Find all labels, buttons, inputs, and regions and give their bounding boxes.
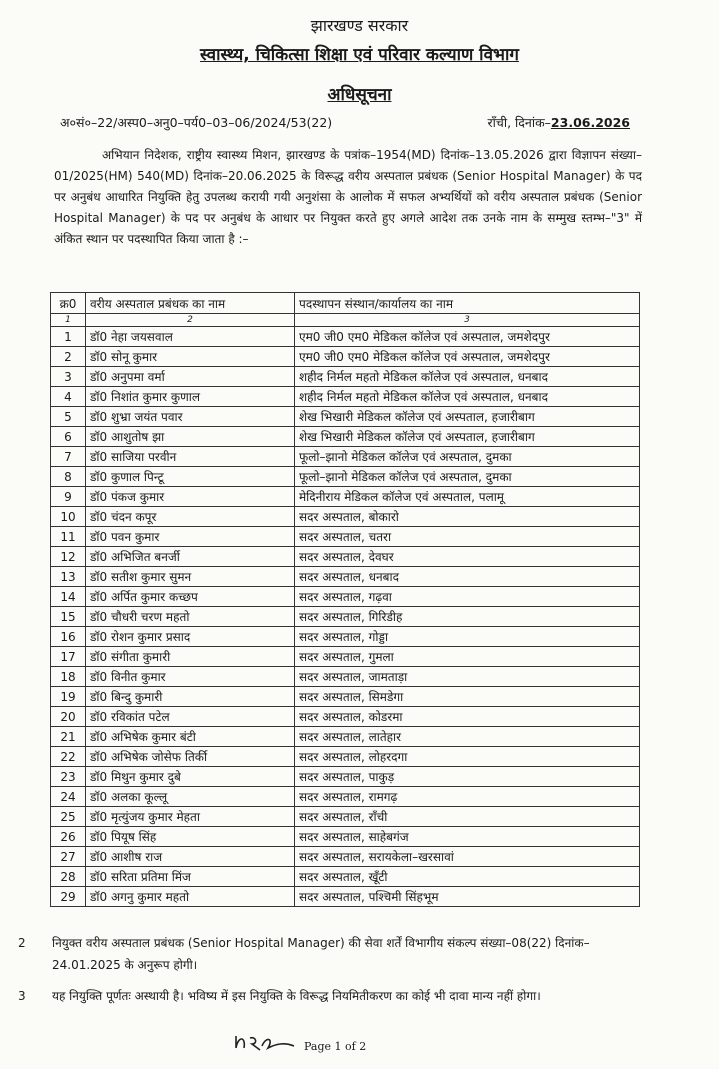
serial-cell: 9 — [51, 487, 86, 507]
serial-cell: 18 — [51, 667, 86, 687]
table-row — [51, 747, 640, 767]
serial-cell: 8 — [51, 467, 86, 487]
serial-cell: 16 — [51, 627, 86, 647]
clause-number: 3 — [18, 989, 26, 1003]
posting-place-cell: एम0 जी0 एम0 मेडिकल कॉलेज एवं अस्पताल, जमशेदपुर — [295, 327, 640, 347]
table-row — [51, 487, 640, 507]
posting-place-cell: एम0 जी0 एम0 मेडिकल कॉलेज एवं अस्पताल, जमशेदपुर — [295, 347, 640, 367]
posting-place-cell: सदर अस्पताल, गिरिडीह — [295, 607, 640, 627]
serial-cell: 6 — [51, 427, 86, 447]
serial-cell: 5 — [51, 407, 86, 427]
clause-text: यह नियुक्ति पूर्णतः अस्थायी है। भविष्य में इस नियुक्ति के विरूद्ध नियमितीकरण का कोई भी दावा मान्य नहीं होगा। — [52, 989, 541, 1003]
manager-name-cell: डॉ0 चंदन कपूर — [86, 507, 295, 527]
serial-cell: 22 — [51, 747, 86, 767]
manager-name-cell: डॉ0 बिन्दु कुमारी — [86, 687, 295, 707]
posting-place-cell: सदर अस्पताल, पश्चिमी सिंहभूम — [295, 887, 640, 907]
manager-name-cell: डॉ0 सतीश कुमार सुमन — [86, 567, 295, 587]
serial-cell: 26 — [51, 827, 86, 847]
appointment-table — [50, 292, 640, 907]
table-row — [51, 327, 640, 347]
serial-cell: 13 — [51, 567, 86, 587]
posting-place-cell: सदर अस्पताल, बोकारो — [295, 507, 640, 527]
serial-cell: 23 — [51, 767, 86, 787]
table-row — [51, 347, 640, 367]
serial-cell: 27 — [51, 847, 86, 867]
posting-place-cell: सदर अस्पताल, चतरा — [295, 527, 640, 547]
table-row — [51, 507, 640, 527]
posting-place-cell: शहीद निर्मल महतो मेडिकल कॉलेज एवं अस्पताल, धनबाद — [295, 387, 640, 407]
manager-name-cell: डॉ0 अनुपमा वर्मा — [86, 367, 295, 387]
posting-place-cell: फूलो–झानो मेडिकल कॉलेज एवं अस्पताल, दुमका — [295, 467, 640, 487]
table-row — [51, 787, 640, 807]
serial-cell: 10 — [51, 507, 86, 527]
table-row — [51, 847, 640, 867]
manager-name-cell: डॉ0 नेहा जयसवाल — [86, 327, 295, 347]
manager-name-cell: डॉ0 साजिया परवीन — [86, 447, 295, 467]
posting-place-cell: सदर अस्पताल, लातेहार — [295, 727, 640, 747]
column-index-row — [51, 314, 640, 327]
posting-place-cell: शेख भिखारी मेडिकल कॉलेज एवं अस्पताल, हजारीबाग — [295, 427, 640, 447]
posting-place-cell: सदर अस्पताल, सरायकेला–खरसावां — [295, 847, 640, 867]
posting-place-cell: सदर अस्पताल, गोड्डा — [295, 627, 640, 647]
manager-name-cell: डॉ0 अभिजित बनर्जी — [86, 547, 295, 567]
header-serial: क्र0 — [51, 293, 86, 314]
manager-name-cell: डॉ0 पंकज कुमार — [86, 487, 295, 507]
clause-text: नियुक्त वरीय अस्पताल प्रबंधक (Senior Hospital Manager) की सेवा शर्तें विभागीय संकल्प संख्या–08(22) दिनांक–24.01.2025 के अनुरूप होगी। — [52, 936, 590, 972]
serial-cell: 12 — [51, 547, 86, 567]
signature-icon — [232, 1030, 302, 1056]
manager-name-cell: डॉ0 रविकांत पटेल — [86, 707, 295, 727]
serial-cell: 7 — [51, 447, 86, 467]
intro-paragraph: अभियान निदेशक, राष्ट्रीय स्वास्थ्य मिशन, झारखण्ड के पत्रांक–1954(MD) दिनांक–13.05.2026 द्वारा विज्ञापन संख्या–01/2025(HM) 540(MD) दिनांक–20.06.2025 के विरूद्ध वरीय अस्पताल प्रबंधक (Senior Hospital Manager) के पद पर अनुबंध आधारित नियुक्ति हेतु उपलब्ध करायी गयी अनुशंसा के आलोक में सफल अभ्यर्थियों को वरीय अस्पताल प्रबंधक (Senior Hospital Manager) के पद पर अनुबंध के आधार पर नियुक्त करते हुए अगले आदेश तक उनके नाम के सम्मुख स्तम्भ–"3" में अंकित स्थान पर पदस्थापित किया जाता है :– — [54, 148, 642, 246]
serial-cell: 29 — [51, 887, 86, 907]
manager-name-cell: डॉ0 अभिषेक जोसेफ तिर्की — [86, 747, 295, 767]
manager-name-cell: डॉ0 अलका कूल्लू — [86, 787, 295, 807]
column-index: 3 — [295, 314, 640, 327]
serial-cell: 15 — [51, 607, 86, 627]
serial-cell: 20 — [51, 707, 86, 727]
table-header-row — [51, 293, 640, 314]
notification-title: अधिसूचना — [327, 85, 392, 105]
serial-cell: 19 — [51, 687, 86, 707]
serial-cell: 14 — [51, 587, 86, 607]
manager-name-cell: डॉ0 मिथुन कुमार दुबे — [86, 767, 295, 787]
posting-place-cell: मेदिनीराय मेडिकल कॉलेज एवं अस्पताल, पलामू — [295, 487, 640, 507]
manager-name-cell: डॉ0 रोशन कुमार प्रसाद — [86, 627, 295, 647]
table-row — [51, 667, 640, 687]
serial-cell: 4 — [51, 387, 86, 407]
posting-place-cell: सदर अस्पताल, गुमला — [295, 647, 640, 667]
serial-cell: 11 — [51, 527, 86, 547]
manager-name-cell: डॉ0 सरिता प्रतिमा मिंज — [86, 867, 295, 887]
clause-2 — [18, 932, 652, 976]
serial-cell: 2 — [51, 347, 86, 367]
manager-name-cell: डॉ0 आशुतोष झा — [86, 427, 295, 447]
serial-cell: 1 — [51, 327, 86, 347]
table-row — [51, 767, 640, 787]
manager-name-cell: डॉ0 पवन कुमार — [86, 527, 295, 547]
table-row — [51, 807, 640, 827]
posting-place-cell: शेख भिखारी मेडिकल कॉलेज एवं अस्पताल, हजारीबाग — [295, 407, 640, 427]
table-row — [51, 527, 640, 547]
posting-place-cell: सदर अस्पताल, सिमडेगा — [295, 687, 640, 707]
posting-place-cell: सदर अस्पताल, साहेबगंज — [295, 827, 640, 847]
page-number: Page 1 of 2 — [304, 1040, 367, 1053]
manager-name-cell: डॉ0 अगनु कुमार महतो — [86, 887, 295, 907]
table-row — [51, 707, 640, 727]
serial-cell: 21 — [51, 727, 86, 747]
place-date — [488, 114, 630, 131]
clause-number: 2 — [18, 936, 26, 950]
serial-cell: 17 — [51, 647, 86, 667]
manager-name-cell: डॉ0 मृत्युंजय कुमार मेहता — [86, 807, 295, 827]
manager-name-cell: डॉ0 आशीष राज — [86, 847, 295, 867]
table-row — [51, 387, 640, 407]
manager-name-cell: डॉ0 अभिषेक कुमार बंटी — [86, 727, 295, 747]
table-row — [51, 827, 640, 847]
table-row — [51, 367, 640, 387]
table-row — [51, 467, 640, 487]
header-manager-name: वरीय अस्पताल प्रबंधक का नाम — [86, 293, 295, 314]
posting-place-cell: सदर अस्पताल, खूँटी — [295, 867, 640, 887]
posting-place-cell: सदर अस्पताल, गढ़वा — [295, 587, 640, 607]
manager-name-cell: डॉ0 संगीता कुमारी — [86, 647, 295, 667]
manager-name-cell: डॉ0 पियूष सिंह — [86, 827, 295, 847]
department-title: स्वास्थ्य, चिकित्सा शिक्षा एवं परिवार कल्याण विभाग — [200, 45, 519, 65]
posting-place-cell: सदर अस्पताल, धनबाद — [295, 567, 640, 587]
table-row — [51, 627, 640, 647]
place-date-prefix: राँची, दिनांक– — [487, 115, 551, 130]
posting-place-cell: शहीद निर्मल महतो मेडिकल कॉलेज एवं अस्पताल, धनबाद — [295, 367, 640, 387]
manager-name-cell: डॉ0 सोनू कुमार — [86, 347, 295, 367]
manager-name-cell: डॉ0 अर्पित कुमार कच्छप — [86, 587, 295, 607]
table-row — [51, 567, 640, 587]
manager-name-cell: डॉ0 निशांत कुमार कुणाल — [86, 387, 295, 407]
table-body — [51, 314, 640, 907]
posting-place-cell: सदर अस्पताल, देवघर — [295, 547, 640, 567]
table-row — [51, 607, 640, 627]
table-row — [51, 647, 640, 667]
table-row — [51, 587, 640, 607]
column-index: 1 — [51, 314, 86, 327]
table-row — [51, 427, 640, 447]
table-row — [51, 727, 640, 747]
column-index: 2 — [86, 314, 295, 327]
posting-place-cell: सदर अस्पताल, रामगढ़ — [295, 787, 640, 807]
manager-name-cell: डॉ0 कुणाल पिन्टू — [86, 467, 295, 487]
government-title: झारखण्ड सरकार — [310, 16, 409, 35]
posting-place-cell: सदर अस्पताल, कोडरमा — [295, 707, 640, 727]
serial-cell: 3 — [51, 367, 86, 387]
reference-number: अ०सं०–22/अस्प0–अनु0–पर्य0–03–06/2024/53(22) — [60, 115, 333, 130]
manager-name-cell: डॉ0 विनीत कुमार — [86, 667, 295, 687]
posting-place-cell: फूलो–झानो मेडिकल कॉलेज एवं अस्पताल, दुमका — [295, 447, 640, 467]
table-row — [51, 867, 640, 887]
table-row — [51, 687, 640, 707]
notification-date: 23.06.2026 — [550, 115, 630, 130]
table-row — [51, 547, 640, 567]
posting-place-cell: सदर अस्पताल, पाकुड़ — [295, 767, 640, 787]
manager-name-cell: डॉ0 शुभ्रा जयंत पवार — [86, 407, 295, 427]
table-row — [51, 447, 640, 467]
clause-3 — [18, 985, 652, 1007]
serial-cell: 25 — [51, 807, 86, 827]
posting-place-cell: सदर अस्पताल, लोहरदगा — [295, 747, 640, 767]
serial-cell: 28 — [51, 867, 86, 887]
serial-cell: 24 — [51, 787, 86, 807]
posting-place-cell: सदर अस्पताल, जामताड़ा — [295, 667, 640, 687]
table-row — [51, 407, 640, 427]
table-row — [51, 887, 640, 907]
manager-name-cell: डॉ0 चौधरी चरण महतो — [86, 607, 295, 627]
header-posting-place: पदस्थापन संस्थान/कार्यालय का नाम — [295, 293, 640, 314]
posting-place-cell: सदर अस्पताल, राँची — [295, 807, 640, 827]
